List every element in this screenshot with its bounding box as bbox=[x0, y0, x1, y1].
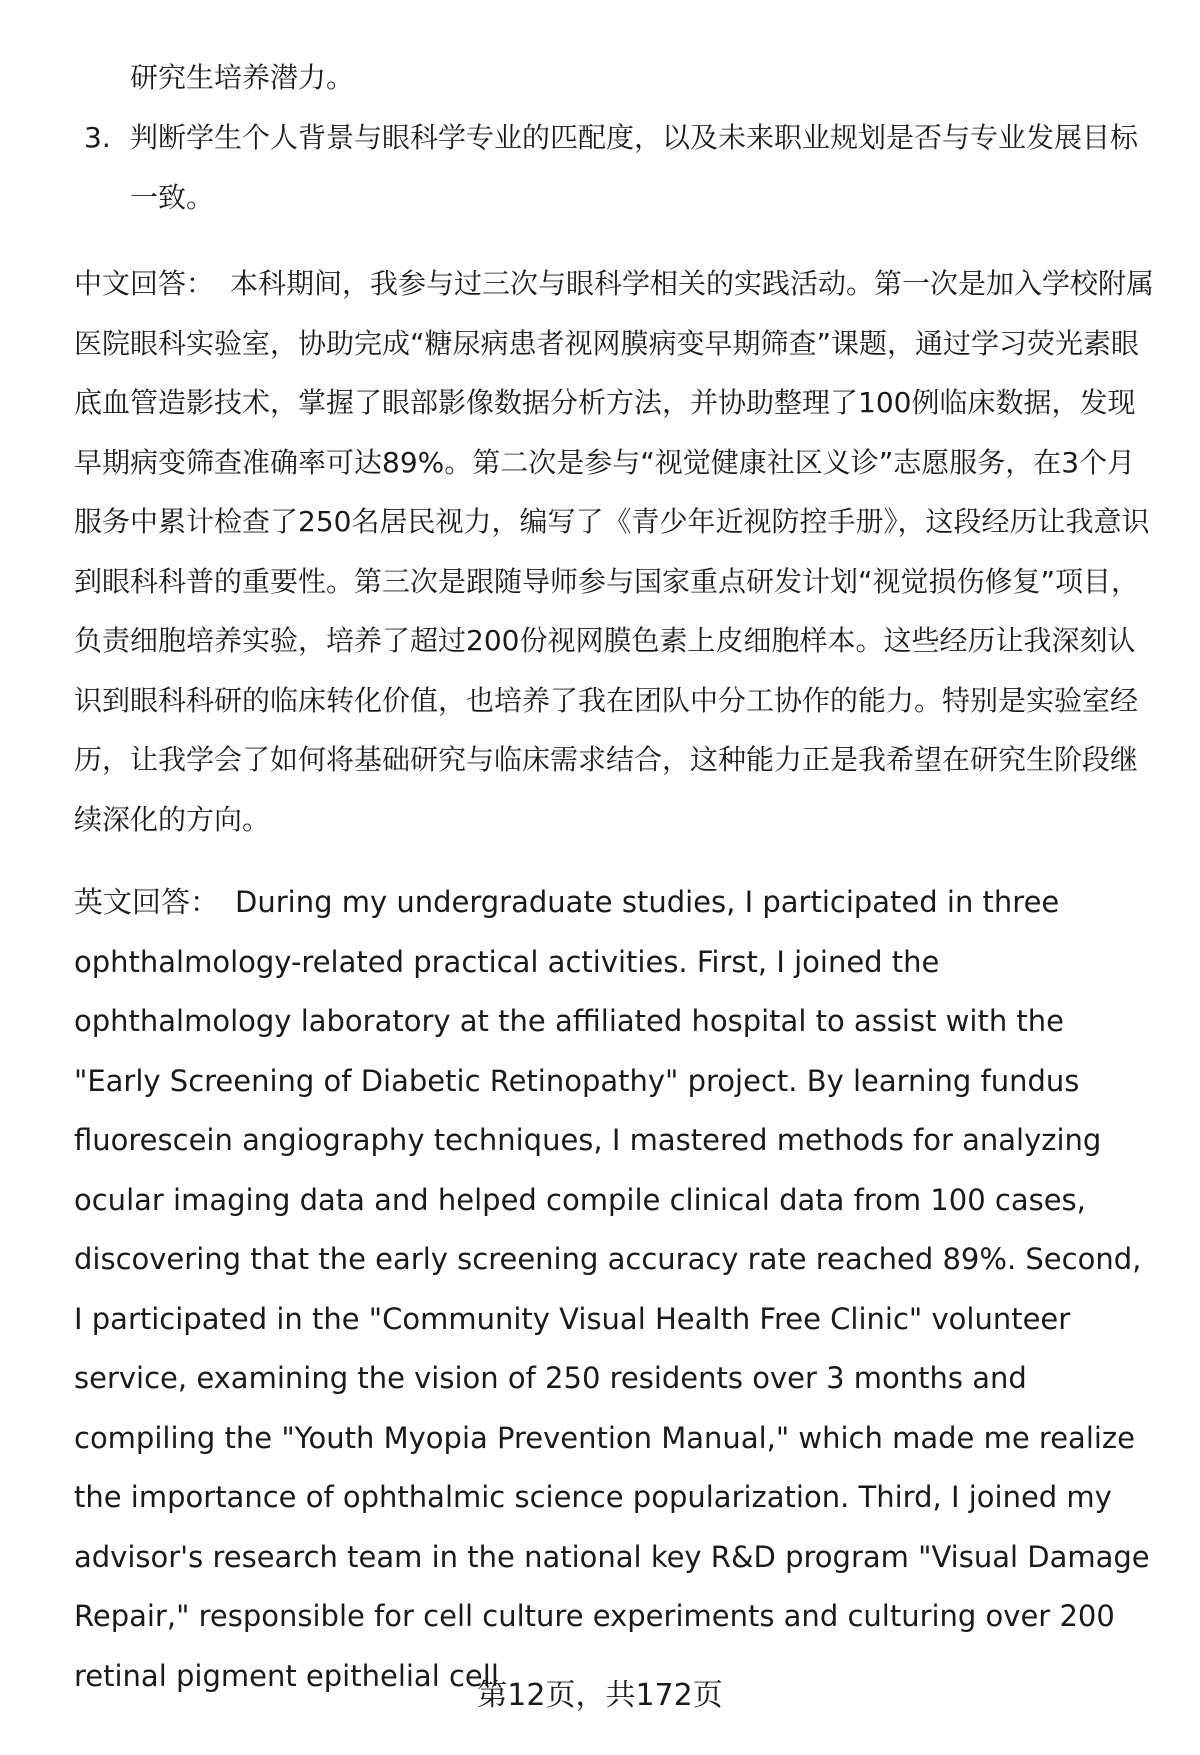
continuation-text: 研究生培养潜力。 bbox=[130, 61, 355, 94]
page-content bbox=[74, 48, 1158, 1706]
chinese-answer-label: 中文回答： bbox=[74, 267, 215, 300]
english-answer-text: During my undergraduate studies, I participated in three ophthalmology-related practical activities. First, I joined the ophthalmology laboratory at the affiliated hospital to assist with the "Early Screening of Diabetic Retinopathy" project. By learning fundus fluorescein angiography techniques, I mastered methods for analyzing ocular imaging data and helped compile clinical data from 100 cases, discovering that the early screening accuracy rate reached 89%. Second, I participated in the "Community Visual Health Free Clinic" volunteer service, examining the vision of 250 residents over 3 months and compiling the "Youth Myopia Prevention Manual," which made me realize the importance of ophthalmic science popularization. Third, I joined my advisor's research team in the national key R&D program "Visual Damage Repair," responsible for cell culture experiments and culturing over 200 retinal pigment epithelial cell bbox=[74, 885, 1150, 1693]
list-item bbox=[74, 108, 1158, 228]
list-item-text: 判断学生个人背景与眼科学专业的匹配度，以及未来职业规划是否与专业发展目标一致。 bbox=[130, 121, 1139, 214]
chinese-answer-text: 本科期间，我参与过三次与眼科学相关的实践活动。第一次是加入学校附属医院眼科实验室，协助完成“糖尿病患者视网膜病变早期筛查”课题，通过学习荧光素眼底血管造影技术，掌握了眼部影像数据分析方法，并协助整理了100例临床数据，发现早期病变筛查准确率可达89%。第二次是参与“视觉健康社区义诊”志愿服务，在3个月服务中累计检查了250名居民视力，编写了《青少年近视防控手册》，这段经历让我意识到眼科科普的重要性。第三次是跟随导师参与国家重点研发计划“视觉损伤修复”项目，负责细胞培养实验，培养了超过200份视网膜色素上皮细胞样本。这些经历让我深刻认识到眼科科研的临床转化价值，也培养了我在团队中分工协作的能力。特别是实验室经历，让我学会了如何将基础研究与临床需求结合，这种能力正是我希望在研究生阶段继续深化的方向。 bbox=[74, 267, 1155, 836]
english-answer-label: 英文回答： bbox=[74, 885, 220, 919]
page-footer: 第12页，共172页 bbox=[477, 1678, 723, 1713]
english-answer-paragraph bbox=[74, 873, 1158, 1706]
chinese-answer-paragraph bbox=[74, 254, 1158, 849]
list-item-number: 3. bbox=[84, 121, 111, 154]
